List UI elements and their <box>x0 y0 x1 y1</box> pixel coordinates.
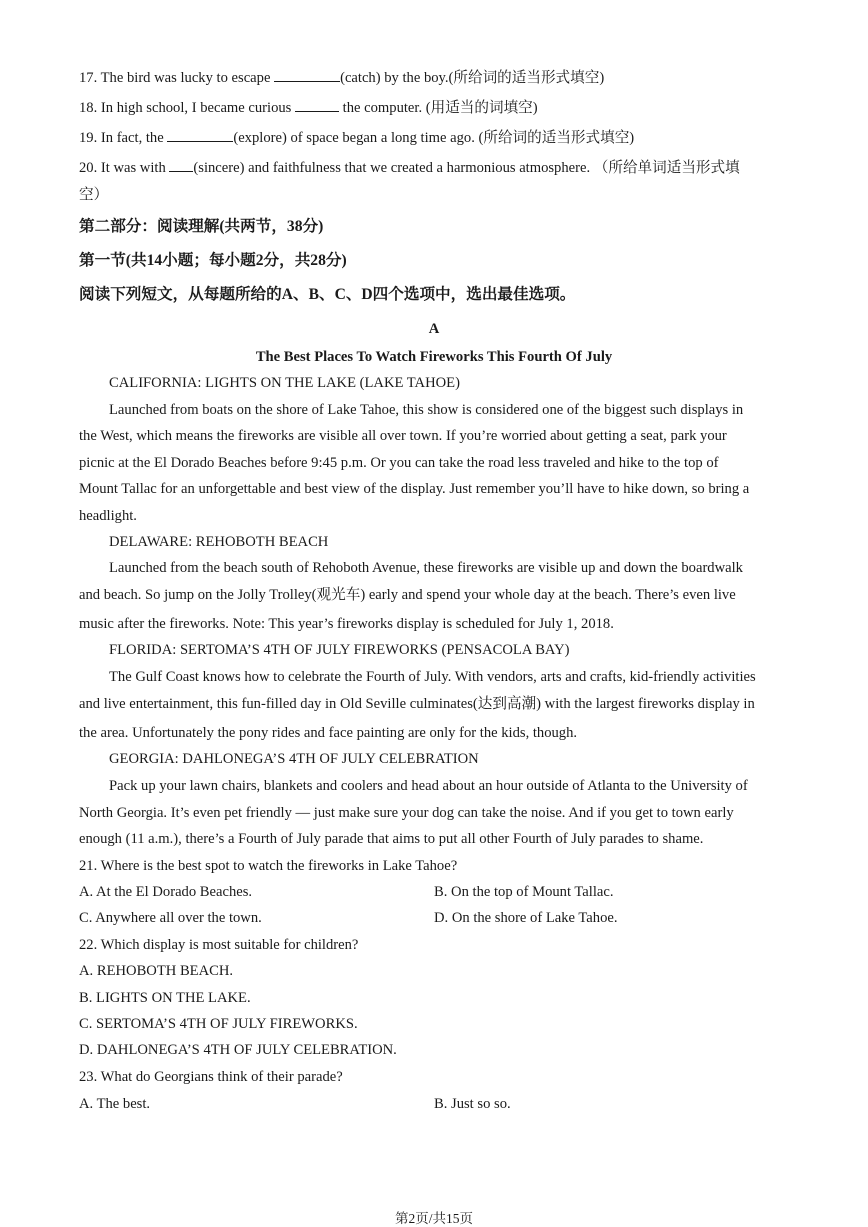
q21-option-c: C. Anywhere all over the town. <box>79 910 262 926</box>
passage-line: music after the fireworks. Note: This year’s fireworks display is scheduled for July 1, 2018. <box>79 616 614 632</box>
question-18 <box>79 97 538 117</box>
q20-text-pre: 20. It was with <box>79 160 170 176</box>
passage-line: and live entertainment, this fun-filled day in Old Seville culminates(达到高潮) with the largest fireworks display in <box>79 696 755 712</box>
q21-option-d: D. On the shore of Lake Tahoe. <box>434 910 618 926</box>
question-20 <box>79 157 740 177</box>
q22-stem: 22. Which display is most suitable for children? <box>79 937 359 953</box>
passage-line: enough (11 a.m.), there’s a Fourth of July parade that aims to put all other Fourth of July parades to shame. <box>79 831 704 847</box>
section-instruction: 阅读下列短文，从每题所给的A、B、C、D四个选项中，选出最佳选项。 <box>79 286 576 303</box>
q23-option-a: A. The best. <box>79 1096 151 1112</box>
q22-option-a: A. REHOBOTH BEACH. <box>79 963 234 979</box>
passage-line: the West, which means the fireworks are visible all over town. If you’re worried about getting a seat, park your <box>79 428 727 444</box>
q21-option-b: B. On the top of Mount Tallac. <box>434 884 614 900</box>
passage-line: and beach. So jump on the Jolly Trolley(观光车) early and spend your whole day at the beach. There’s even live <box>79 587 736 603</box>
passage-line: Pack up your lawn chairs, blankets and coolers and head about an hour outside of Atlanta to the University of <box>109 778 748 794</box>
q23-option-b: B. Just so so. <box>434 1096 511 1112</box>
passage-line: the area. Unfortunately the pony rides and face painting are only for the kids, though. <box>79 725 578 741</box>
page-footer: 第2页/共15页 <box>394 1211 473 1226</box>
q17-text-post: (catch) by the boy.(所给词的适当形式填空) <box>340 70 605 86</box>
passage-line: DELAWARE: REHOBOTH BEACH <box>109 534 329 550</box>
question-19 <box>79 127 634 147</box>
section-sub1-heading: 第一节(共14小题；每小题2分，共28分) <box>79 252 347 269</box>
q20-text-post: (sincere) and faithfulness that we created a harmonious atmosphere. （所给单词适当形式填 <box>193 160 740 176</box>
q21-stem: 21. Where is the best spot to watch the fireworks in Lake Tahoe? <box>79 858 458 874</box>
q22-option-b: B. LIGHTS ON THE LAKE. <box>79 990 251 1006</box>
passage-line: GEORGIA: DAHLONEGA’S 4TH OF JULY CELEBRATION <box>109 751 479 767</box>
passage-line: FLORIDA: SERTOMA’S 4TH OF JULY FIREWORKS (PENSACOLA BAY) <box>109 642 570 658</box>
passage-line: CALIFORNIA: LIGHTS ON THE LAKE (LAKE TAHOE) <box>109 375 460 391</box>
question-17 <box>79 67 604 87</box>
q18-blank <box>295 97 339 112</box>
q23-stem: 23. What do Georgians think of their parade? <box>79 1069 343 1085</box>
q19-text-pre: 19. In fact, the <box>79 130 168 146</box>
q17-text-pre: 17. The bird was lucky to escape <box>79 70 275 86</box>
passage-line: The Gulf Coast knows how to celebrate the Fourth of July. With vendors, arts and crafts, kid-friendly activities <box>109 669 756 685</box>
q17-blank <box>274 67 340 82</box>
q19-blank <box>167 127 233 142</box>
passage-title: The Best Places To Watch Fireworks This Fourth Of July <box>255 349 613 365</box>
q20-blank <box>169 157 193 172</box>
passage-line: headlight. <box>79 508 137 524</box>
question-20-continued: 空） <box>79 187 109 203</box>
passage-line: picnic at the El Dorado Beaches before 9:45 p.m. Or you can take the road less traveled and hike to the top of <box>79 455 719 471</box>
q18-text-pre: 18. In high school, I became curious <box>79 100 296 116</box>
passage-letter: A <box>428 321 440 337</box>
q18-text-post: the computer. (用适当的词填空) <box>339 100 538 116</box>
passage-line: Mount Tallac for an unforgettable and best view of the display. Just remember you’ll have to hike down, so bring a <box>79 481 750 497</box>
section-part2-heading: 第二部分：阅读理解(共两节，38分) <box>79 218 324 235</box>
q22-option-c: C. SERTOMA’S 4TH OF JULY FIREWORKS. <box>79 1016 358 1032</box>
q21-option-a: A. At the El Dorado Beaches. <box>79 884 253 900</box>
passage-line: Launched from the beach south of Rehoboth Avenue, these fireworks are visible up and down the boardwalk <box>109 560 743 576</box>
q19-text-post: (explore) of space began a long time ago. (所给词的适当形式填空) <box>233 130 635 146</box>
passage-line: Launched from boats on the shore of Lake Tahoe, this show is considered one of the biggest such displays in <box>109 402 744 418</box>
q22-option-d: D. DAHLONEGA’S 4TH OF JULY CELEBRATION. <box>79 1042 397 1058</box>
passage-line: North Georgia. It’s even pet friendly — just make sure your dog can take the noise. And if you get to town early <box>79 805 734 821</box>
